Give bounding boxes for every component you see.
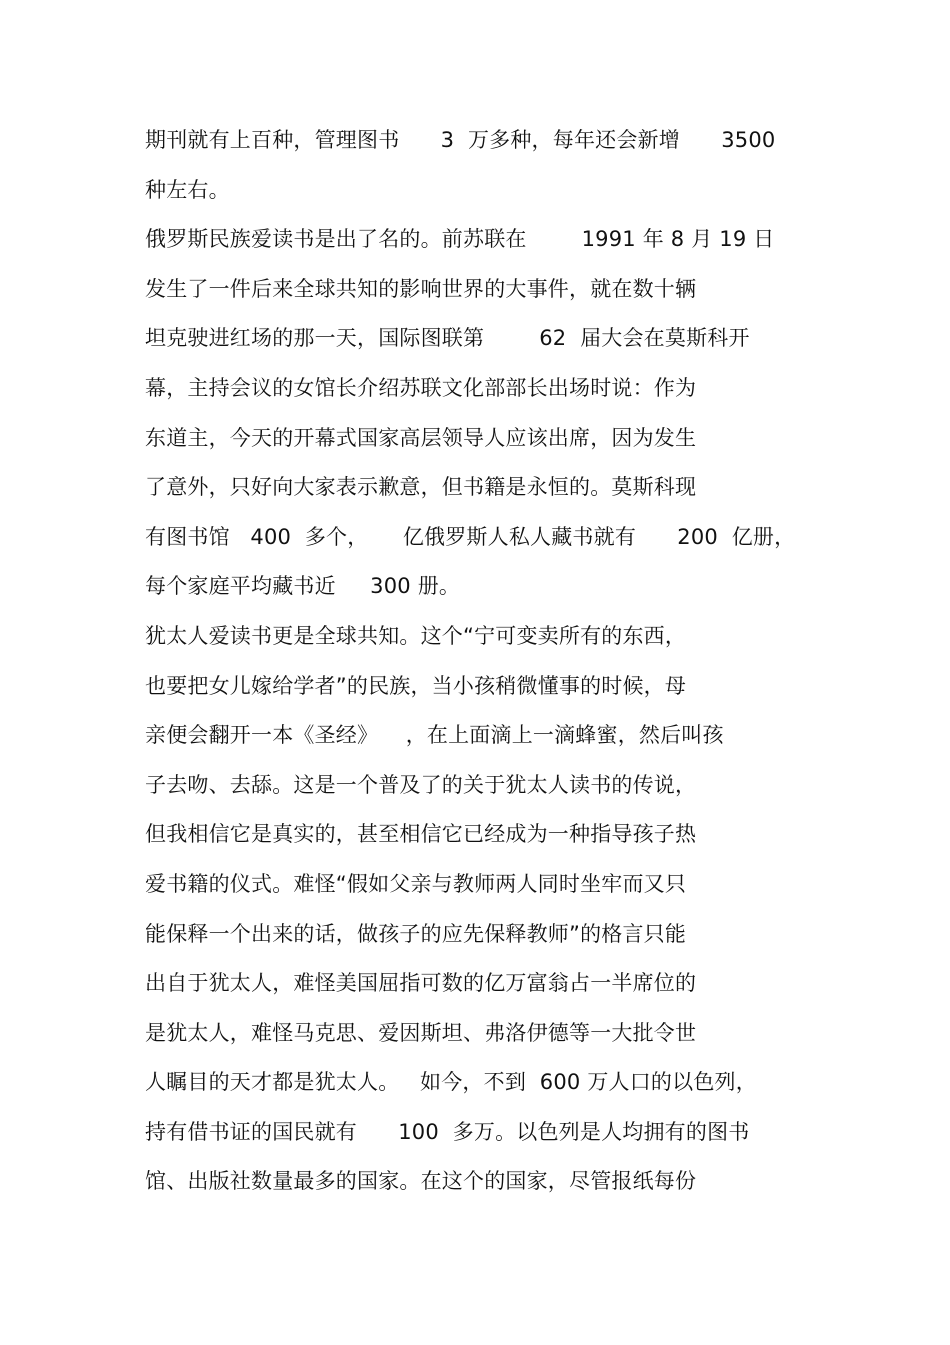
text-line: 期刊就有上百种，管理图书 3 万多种，每年还会新增 3500 (145, 128, 776, 152)
text-line: 幕，主持会议的女馆长介绍苏联文化部部长出场时说：作为 (145, 375, 697, 400)
text-line: 坦克驶进红场的那一天，国际图联第 62 届大会在莫斯科开 (145, 326, 750, 351)
text-line: 子去吻、去舔。这是一个普及了的关于犹太人读书的传说， (145, 772, 697, 797)
text-line: 但我相信它是真实的，甚至相信它已经成为一种指导孩子热 (145, 822, 697, 847)
text-line: 也要把女儿嫁给学者”的民族，当小孩稍微懂事的时候，母 (145, 673, 687, 698)
text-line: 出自于犹太人，难怪美国屈指可数的亿万富翁占一半席位的 (145, 971, 697, 996)
text-line: 能保释一个出来的话，做孩子的应先保释教师”的格言只能 (145, 921, 687, 946)
text-line: 亲便会翻开一本《圣经》 ，在上面滴上一滴蜂蜜，然后叫孩 (145, 723, 724, 748)
text-line: 人瞩目的天才都是犹太人。 如今，不到 600 万人口的以色列， (145, 1070, 757, 1095)
text-line: 每个家庭平均藏书近 300 册。 (145, 574, 461, 599)
text-line: 发生了一件后来全球共知的影响世界的大事件，就在数十辆 (145, 276, 697, 301)
text-line: 持有借书证的国民就有 100 多万。以色列是人均拥有的图书 (145, 1119, 750, 1144)
text-line: 馆、出版社数量最多的国家。在这个的国家，尽管报纸每份 (145, 1169, 697, 1194)
text-line: 是犹太人，难怪马克思、爱因斯坦、弗洛伊德等一大批令世 (145, 1020, 697, 1045)
body-text (145, 116, 825, 1207)
text-line: 俄罗斯民族爱读书是出了名的。前苏联在 1991 年 8 月 19 日 (145, 227, 775, 252)
text-line: 种左右。 (145, 177, 230, 202)
text-line: 东道主，今天的开幕式国家高层领导人应该出席，因为发生 (145, 425, 697, 450)
text-line: 爱书籍的仪式。难怪“假如父亲与教师两人同时坐牢而又只 (145, 871, 687, 896)
text-line: 了意外，只好向大家表示歉意，但书籍是永恒的。莫斯科现 (145, 475, 697, 500)
text-line: 有图书馆 400 多个， 亿俄罗斯人私人藏书就有 200 亿册， (145, 524, 796, 549)
text-line: 犹太人爱读书更是全球共知。这个“宁可变卖所有的东西， (145, 623, 687, 648)
